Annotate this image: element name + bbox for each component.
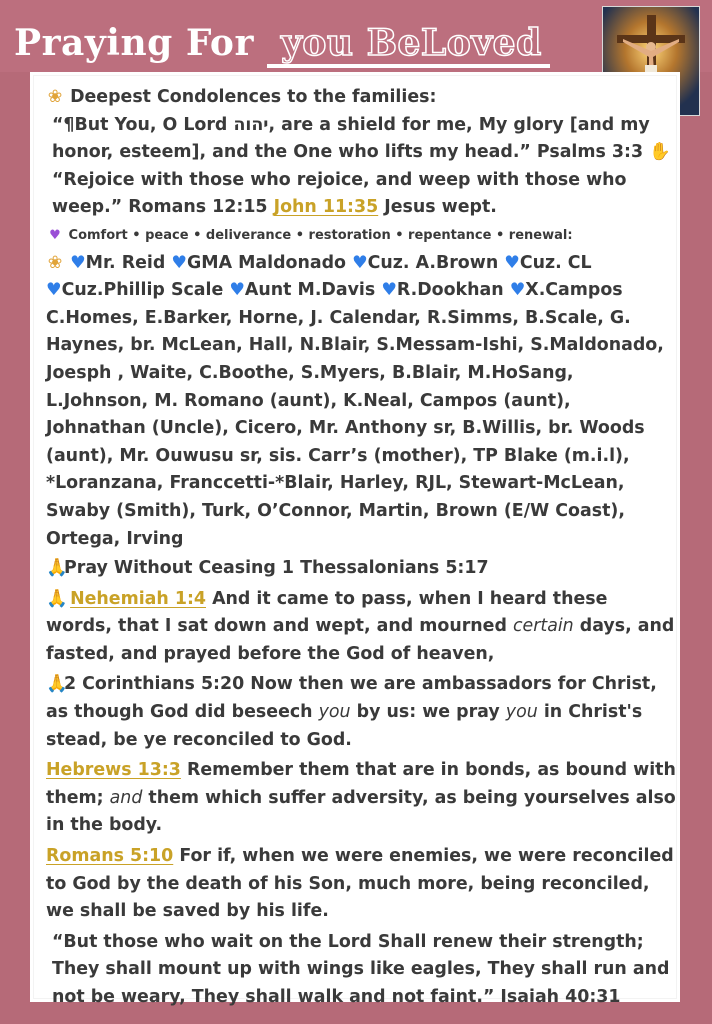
names-with-hearts <box>46 250 676 305</box>
blue-heart-icon: ♥ <box>381 280 397 301</box>
hebrews-text-end: them which suffer adversity, as being yourselves also in the body. <box>46 787 676 836</box>
flower-bouquet-icon: ❀ <box>47 87 63 107</box>
blue-heart-icon: ♥ <box>171 252 187 273</box>
raised-hands-icon: ✋ <box>649 142 671 163</box>
prayer-name: GMA Maldonado <box>186 252 346 273</box>
corinthians-verse <box>46 671 676 754</box>
page-title <box>14 22 550 68</box>
nehemiah-text-end: days, and fasted, and prayed before the God of heaven, <box>46 616 675 664</box>
psalm-quote <box>52 112 676 167</box>
hebrews-verse <box>46 757 676 840</box>
nehemiah-text: And it came to pass, when I heard these words, that I sat down and wept, and mourned <box>46 588 608 637</box>
prayer-name: X.Campos <box>525 280 623 301</box>
blue-heart-icon: ♥ <box>70 252 86 273</box>
corinthians-text-end: in Christ's stead, be ye reconciled to God. <box>46 702 643 750</box>
blue-heart-icon: ♥ <box>509 280 526 301</box>
psalm-text: “¶But You, O Lord יהוה, are a shield for me, My glory [and my honor, esteem], and the One who lifts my head.” Psalms 3:3 <box>52 114 650 163</box>
romans-5-10-text: For if, when we were enemies, we were reconciled to God by the death of his Son, much more, being reconciled, we shall be saved by his life. <box>46 846 674 922</box>
praying-hands-icon: 🙏 <box>46 558 68 579</box>
corinthians-italic-word: you <box>505 702 538 723</box>
romans-12-quote <box>52 167 676 222</box>
prayer-name: Cuz. CL <box>519 252 592 273</box>
condolences-text: Deepest Condolences to the families: <box>70 87 437 107</box>
romans-5-10-link[interactable]: Romans 5:10 <box>46 846 174 867</box>
isaiah-text: “But those who wait on the Lord Shall renew their strength; They shall mount up with wings like eagles, They shall run and not be weary, They shall walk and not faint.” Isaiah 40:31 <box>52 931 670 1007</box>
hebrews-italic-word: and <box>109 787 143 808</box>
prayer-name: Aunt M.Davis <box>244 280 376 301</box>
john-11-35-link[interactable]: John 11:35 <box>273 197 379 218</box>
flower-bouquet-icon: ❀ <box>47 252 63 273</box>
nehemiah-verse <box>46 586 676 669</box>
corinthians-text: 2 Corinthians 5:20 Now then we are ambassadors for Christ, as though God did beseech <box>46 674 657 723</box>
purple-heart-icon: ♥ <box>49 227 61 243</box>
corinthians-italic-word: you <box>318 702 351 723</box>
themes-text: Comfort • peace • deliverance • restoration • repentance • renewal: <box>68 227 573 243</box>
nehemiah-italic-word: certain <box>512 616 574 637</box>
corinthians-text-mid: by us: we pray <box>356 702 500 723</box>
prayer-name: Mr. Reid <box>85 252 166 273</box>
prayer-name: Cuz. A.Brown <box>367 252 499 273</box>
prayer-name: R.Dookhan <box>396 280 504 301</box>
romans-5-10-verse <box>46 843 676 926</box>
title-fill-in-words: you BeLoved <box>267 22 550 68</box>
prayer-name: Cuz.Phillip Scale <box>61 280 224 301</box>
blue-heart-icon: ♥ <box>352 252 368 273</box>
blue-heart-icon: ♥ <box>46 280 62 301</box>
thessalonians-text: Pray Without Ceasing 1 Thessalonians 5:17 <box>64 558 489 579</box>
themes-line <box>46 222 676 250</box>
title-prefix: Praying For <box>14 22 254 64</box>
prayer-text-body <box>46 84 676 1012</box>
hebrews-13-3-link[interactable]: Hebrews 13:3 <box>46 760 181 781</box>
romans-12-text: “Rejoice with those who rejoice, and weep with those who weep.” Romans 12:15 <box>52 169 627 218</box>
john-text: Jesus wept. <box>384 197 497 218</box>
condolences-line <box>46 84 676 112</box>
nehemiah-1-4-link[interactable]: Nehemiah 1:4 <box>70 588 206 609</box>
blue-heart-icon: ♥ <box>504 252 520 273</box>
names-list: C.Homes, E.Barker, Horne, J. Calendar, R.Simms, B.Scale, G. Haynes, br. McLean, Hall, N.Blair, S.Messam-Ishi, S.Maldonado, Joesph , Waite, C.Boothe, S.Myers, B.Blair, M.HoSang, L.Johnson, M. Romano (aunt), K.Neal, Campos (aunt), Johnathan (Uncle), Cicero, Mr. Anthony sr, B.Willis, br. Woods (aunt), Mr. Ouwusu sr, sis. Carr’s (mother), TP Blake (m.i.l), *Loranzana, Franccetti-*Blair, Harley, RJL, Stewart-McLean, Swaby (Smith), Turk, O’Connor, Martin, Brown (E/W Coast), Ortega, Irving <box>46 307 664 549</box>
praying-hands-icon: 🙏 <box>46 588 68 609</box>
blue-heart-icon: ♥ <box>229 280 245 301</box>
pray-without-ceasing-line <box>46 555 676 583</box>
hebrews-text: Remember them that are in bonds, as bound with them; <box>46 760 676 808</box>
praying-hands-icon: 🙏 <box>46 674 68 695</box>
isaiah-quote <box>52 929 676 1012</box>
